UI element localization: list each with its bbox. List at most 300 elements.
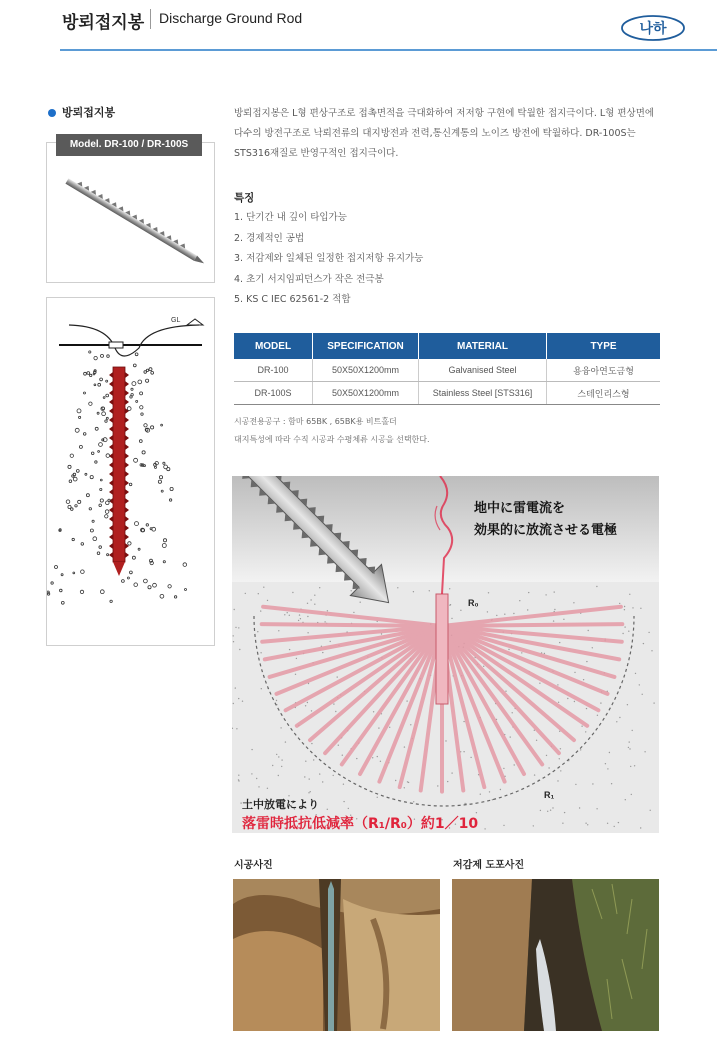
soil-grain <box>267 788 268 789</box>
soil-grain <box>644 751 645 752</box>
soil-grain <box>380 761 381 762</box>
soil-particle <box>110 600 112 602</box>
soil-grain <box>553 620 554 621</box>
soil-grain <box>480 794 481 795</box>
soil-grain <box>510 736 511 737</box>
soil-particle <box>133 364 136 367</box>
soil-grain <box>559 758 560 759</box>
soil-particle <box>99 443 103 447</box>
soil-grain <box>536 740 537 741</box>
soil-particle <box>134 458 138 462</box>
soil-grain <box>413 591 414 592</box>
soil-particle <box>149 368 152 371</box>
soil-particle <box>167 468 170 471</box>
soil-grain <box>503 768 504 769</box>
soil-grain <box>596 808 597 809</box>
soil-particle <box>160 594 164 598</box>
soil-grain <box>256 778 257 779</box>
soil-grain <box>583 679 584 680</box>
soil-grain <box>635 673 636 674</box>
soil-particle <box>97 552 100 555</box>
soil-particle <box>70 454 73 457</box>
table-row <box>234 359 660 382</box>
soil-grain <box>235 687 236 688</box>
soil-grain <box>343 784 344 785</box>
soil-grain <box>451 618 452 619</box>
soil-grain <box>239 649 240 650</box>
soil-particle <box>138 548 140 550</box>
illustration-text-line2: 効果的に放流させる電極 <box>474 523 618 538</box>
table-row <box>234 382 660 405</box>
soil-particle <box>106 454 110 458</box>
feature-item: 4. 초기 서지임피던스가 작은 전극봉 <box>234 273 384 285</box>
soil-grain <box>377 797 378 798</box>
soil-grain <box>314 604 315 605</box>
soil-grain <box>521 652 522 653</box>
soil-particle <box>61 574 63 576</box>
soil-grain <box>245 593 246 594</box>
soil-particle <box>89 508 91 510</box>
soil-grain <box>451 772 452 773</box>
soil-grain <box>619 717 620 718</box>
soil-grain <box>563 619 564 620</box>
column-header-specification: SPECIFICATION <box>313 333 419 359</box>
soil-grain <box>575 784 576 785</box>
soil-particle <box>72 538 74 540</box>
soil-grain <box>496 615 497 616</box>
soil-grain <box>342 755 343 756</box>
soil-grain <box>629 741 630 742</box>
soil-particle <box>144 579 148 583</box>
soil-grain <box>651 650 652 651</box>
soil-particle <box>183 563 187 567</box>
soil-grain <box>574 701 575 702</box>
soil-particle <box>130 571 133 574</box>
soil-grain <box>338 745 339 746</box>
soil-grain <box>460 610 461 611</box>
soil-particle <box>134 583 138 587</box>
soil-grain <box>559 642 560 643</box>
soil-particle <box>59 529 61 531</box>
soil-grain <box>311 743 312 744</box>
soil-particle <box>168 585 171 588</box>
soil-grain <box>618 822 619 823</box>
soil-grain <box>607 768 608 769</box>
soil-grain <box>629 748 630 749</box>
soil-grain <box>544 653 545 654</box>
page-title-korean: 방뢰접지봉 <box>62 13 145 33</box>
soil-particle <box>163 539 166 542</box>
table-cell: Galvanised Steel <box>419 359 547 382</box>
soil-particle <box>93 537 97 541</box>
soil-particle <box>144 465 146 467</box>
soil-grain <box>307 702 308 703</box>
soil-particle <box>90 374 92 376</box>
soil-grain <box>261 688 262 689</box>
soil-grain <box>487 611 488 612</box>
r1-label: R₁ <box>544 790 555 800</box>
soil-grain <box>640 827 641 828</box>
soil-grain <box>629 594 630 595</box>
soil-particle <box>94 356 97 359</box>
soil-particle <box>151 371 154 374</box>
soil-grain <box>585 823 586 824</box>
soil-grain <box>276 754 277 755</box>
soil-particle <box>100 378 103 381</box>
soil-particle <box>93 373 95 375</box>
model-tag: Model. DR-100 / DR-100S <box>56 134 202 156</box>
soil-grain <box>287 612 288 613</box>
soil-grain <box>233 635 234 636</box>
soil-grain <box>311 710 312 711</box>
soil-grain <box>492 799 493 800</box>
soil-particle <box>138 380 142 384</box>
soil-grain <box>257 631 258 632</box>
soil-particle <box>81 570 85 574</box>
soil-grain <box>552 807 553 808</box>
soil-grain <box>630 766 631 767</box>
soil-particle <box>60 589 63 592</box>
feature-item: 2. 경제적인 공법 <box>234 232 305 244</box>
soil-grain <box>284 614 285 615</box>
soil-grain <box>330 641 331 642</box>
soil-grain <box>622 633 623 634</box>
soil-grain <box>288 795 289 796</box>
feature-item: 5. KS C IEC 62561-2 적합 <box>234 294 351 305</box>
soil-particle <box>90 476 93 479</box>
soil-grain <box>327 610 328 611</box>
soil-particle <box>105 510 109 514</box>
soil-grain <box>463 721 464 722</box>
soil-grain <box>395 780 396 781</box>
soil-grain <box>581 726 582 727</box>
soil-grain <box>483 666 484 667</box>
soil-grain <box>377 756 378 757</box>
soil-grain <box>500 789 501 790</box>
soil-grain <box>484 828 485 829</box>
soil-particle <box>106 501 110 505</box>
spec-table <box>234 333 660 405</box>
soil-grain <box>335 711 336 712</box>
soil-grain <box>413 801 414 802</box>
soil-particle <box>76 470 79 473</box>
soil-grain <box>546 755 547 756</box>
soil-grain <box>258 593 259 594</box>
soil-grain <box>619 603 620 604</box>
soil-particle <box>103 397 105 399</box>
soil-grain <box>298 620 299 621</box>
soil-grain <box>639 684 640 685</box>
installation-diagram <box>47 298 214 645</box>
soil-grain <box>573 602 574 603</box>
feature-item: 1. 단기간 내 깊이 타입가능 <box>234 212 347 223</box>
soil-grain <box>648 632 649 633</box>
soil-grain <box>281 766 282 767</box>
soil-particle <box>150 528 152 530</box>
soil-grain <box>609 752 610 753</box>
discharge-illustration <box>232 476 659 833</box>
soil-grain <box>238 698 239 699</box>
soil-grain <box>642 694 643 695</box>
soil-particle <box>68 465 71 468</box>
table-cell: Stainless Steel [STS316] <box>419 382 547 405</box>
column-header-type: TYPE <box>547 333 661 359</box>
soil-grain <box>567 698 568 699</box>
soil-particle <box>174 596 176 598</box>
soil-particle <box>77 409 81 413</box>
caption-big: 落雷時抵抗低減率（R₁/R₀）約1／10 <box>242 816 479 832</box>
soil-grain <box>624 626 625 627</box>
soil-grain <box>372 757 373 758</box>
soil-particle <box>140 406 143 409</box>
table-cell: DR-100 <box>234 359 313 382</box>
soil-grain <box>272 765 273 766</box>
soil-grain <box>333 775 334 776</box>
page-title-english: Discharge Ground Rod <box>159 10 303 26</box>
soil-grain <box>539 683 540 684</box>
soil-particle <box>102 412 106 416</box>
soil-grain <box>304 776 305 777</box>
soil-grain <box>353 612 354 613</box>
soil-particle <box>98 451 100 453</box>
soil-grain <box>305 761 306 762</box>
soil-particle <box>155 466 157 468</box>
soil-grain <box>627 704 628 705</box>
soil-grain <box>314 595 315 596</box>
bullet-icon <box>48 109 56 117</box>
soil-grain <box>406 700 407 701</box>
soil-grain <box>322 781 323 782</box>
soil-grain <box>235 627 236 628</box>
soil-grain <box>233 641 234 642</box>
soil-grain <box>560 748 561 749</box>
soil-particle <box>68 505 71 508</box>
soil-particle <box>163 561 165 563</box>
soil-grain <box>592 783 593 784</box>
soil-particle <box>79 445 82 448</box>
soil-grain <box>640 608 641 609</box>
soil-grain <box>299 614 300 615</box>
soil-particle <box>75 505 77 507</box>
soil-grain <box>236 728 237 729</box>
soil-grain <box>351 590 352 591</box>
soil-grain <box>586 661 587 662</box>
soil-grain <box>653 702 654 703</box>
soil-grain <box>289 649 290 650</box>
soil-particle <box>80 590 83 593</box>
soil-grain <box>356 758 357 759</box>
soil-particle <box>69 480 72 483</box>
soil-grain <box>337 676 338 677</box>
soil-grain <box>540 810 541 811</box>
soil-grain <box>597 715 598 716</box>
soil-grain <box>300 618 301 619</box>
soil-grain <box>410 724 411 725</box>
soil-grain <box>625 799 626 800</box>
caption-small: 土中放電により <box>242 798 319 811</box>
photo-label-reducer: 저감제 도포사진 <box>453 860 525 871</box>
header-rule <box>60 49 717 51</box>
soil-particle <box>61 601 64 604</box>
soil-particle <box>89 351 91 353</box>
table-cell: 50X50X1200mm <box>313 359 419 382</box>
soil-grain <box>554 591 555 592</box>
soil-grain <box>260 610 261 611</box>
soil-particle <box>100 488 102 490</box>
soil-particle <box>105 420 107 422</box>
soil-grain <box>586 708 587 709</box>
soil-grain <box>289 615 290 616</box>
soil-grain <box>445 740 446 741</box>
soil-grain <box>238 775 239 776</box>
product-image-box <box>46 142 215 283</box>
soil-grain <box>251 749 252 750</box>
soil-grain <box>580 749 581 750</box>
soil-grain <box>278 775 279 776</box>
soil-grain <box>624 609 625 610</box>
soil-grain <box>505 691 506 692</box>
soil-grain <box>281 759 282 760</box>
soil-grain <box>404 746 405 747</box>
soil-particle <box>144 371 147 374</box>
photo-label-installation: 시공사진 <box>234 860 273 871</box>
soil-grain <box>319 773 320 774</box>
soil-particle <box>105 515 108 518</box>
soil-particle <box>95 461 97 463</box>
soil-grain <box>333 703 334 704</box>
soil-grain <box>319 587 320 588</box>
soil-grain <box>307 632 308 633</box>
soil-grain <box>557 684 558 685</box>
column-header-material: MATERIAL <box>419 333 547 359</box>
soil-particle <box>162 544 166 548</box>
soil-grain <box>343 801 344 802</box>
soil-grain <box>557 780 558 781</box>
soil-grain <box>550 810 551 811</box>
table-header-row <box>234 333 660 359</box>
soil-grain <box>527 609 528 610</box>
soil-grain <box>373 711 374 712</box>
soil-grain <box>634 765 635 766</box>
soil-particle <box>161 424 163 426</box>
soil-grain <box>628 631 629 632</box>
soil-particle <box>170 487 173 490</box>
soil-particle <box>101 354 104 357</box>
soil-particle <box>55 566 58 569</box>
soil-grain <box>307 603 308 604</box>
soil-grain <box>528 592 529 593</box>
soil-particle <box>107 355 110 358</box>
soil-particle <box>144 424 147 427</box>
soil-particle <box>163 462 165 464</box>
soil-grain <box>508 649 509 650</box>
soil-grain <box>512 712 513 713</box>
soil-grain <box>587 824 588 825</box>
soil-particle <box>81 543 84 546</box>
soil-particle <box>92 520 94 522</box>
soil-particle <box>84 372 87 375</box>
soil-grain <box>327 809 328 810</box>
soil-grain <box>267 600 268 601</box>
soil-grain <box>585 731 586 732</box>
soil-particle <box>106 394 109 397</box>
soil-grain <box>449 588 450 589</box>
soil-particle <box>87 372 90 375</box>
soil-grain <box>251 773 252 774</box>
soil-particle <box>102 407 105 410</box>
soil-grain <box>631 794 632 795</box>
soil-grain <box>324 621 325 622</box>
soil-grain <box>470 757 471 758</box>
soil-grain <box>292 592 293 593</box>
table-cell: 50X50X1200mm <box>313 382 419 405</box>
soil-particle <box>127 577 129 579</box>
soil-particle <box>136 400 138 402</box>
soil-particle <box>153 583 157 587</box>
soil-particle <box>86 494 89 497</box>
soil-particle <box>97 412 99 414</box>
soil-grain <box>562 823 563 824</box>
soil-particle <box>89 402 92 405</box>
soil-grain <box>450 604 451 605</box>
illustration-text-line1: 地中に雷電流を <box>474 501 566 516</box>
soil-grain <box>278 630 279 631</box>
soil-grain <box>611 783 612 784</box>
soil-grain <box>554 609 555 610</box>
soil-grain <box>592 647 593 648</box>
soil-particle <box>106 417 108 419</box>
soil-grain <box>464 803 465 804</box>
soil-particle <box>148 586 151 589</box>
soil-particle <box>129 483 132 486</box>
logo-text: 나하 <box>639 21 667 37</box>
soil-grain <box>310 791 311 792</box>
soil-grain <box>305 705 306 706</box>
soil-grain <box>545 594 546 595</box>
soil-particle <box>158 480 161 483</box>
soil-grain <box>280 727 281 728</box>
discharge-ray <box>442 624 622 626</box>
soil-grain <box>624 606 625 607</box>
soil-grain <box>378 727 379 728</box>
soil-grain <box>489 791 490 792</box>
soil-grain <box>360 602 361 603</box>
soil-grain <box>513 613 514 614</box>
soil-grain <box>348 808 349 809</box>
soil-particle <box>73 477 77 481</box>
soil-grain <box>258 786 259 787</box>
soil-grain <box>596 586 597 587</box>
soil-particle <box>141 413 143 415</box>
soil-grain <box>463 751 464 752</box>
soil-particle <box>100 479 102 481</box>
soil-grain <box>238 627 239 628</box>
soil-particle <box>151 426 154 429</box>
section-heading <box>48 104 115 120</box>
soil-particle <box>131 388 133 390</box>
soil-grain <box>632 730 633 731</box>
soil-particle <box>135 353 138 356</box>
soil-grain <box>260 652 261 653</box>
soil-grain <box>307 616 308 617</box>
soil-grain <box>389 727 390 728</box>
soil-grain <box>616 721 617 722</box>
soil-particle <box>169 499 171 501</box>
soil-grain <box>560 770 561 771</box>
soil-grain <box>488 592 489 593</box>
soil-particle <box>139 440 142 443</box>
soil-grain <box>514 764 515 765</box>
